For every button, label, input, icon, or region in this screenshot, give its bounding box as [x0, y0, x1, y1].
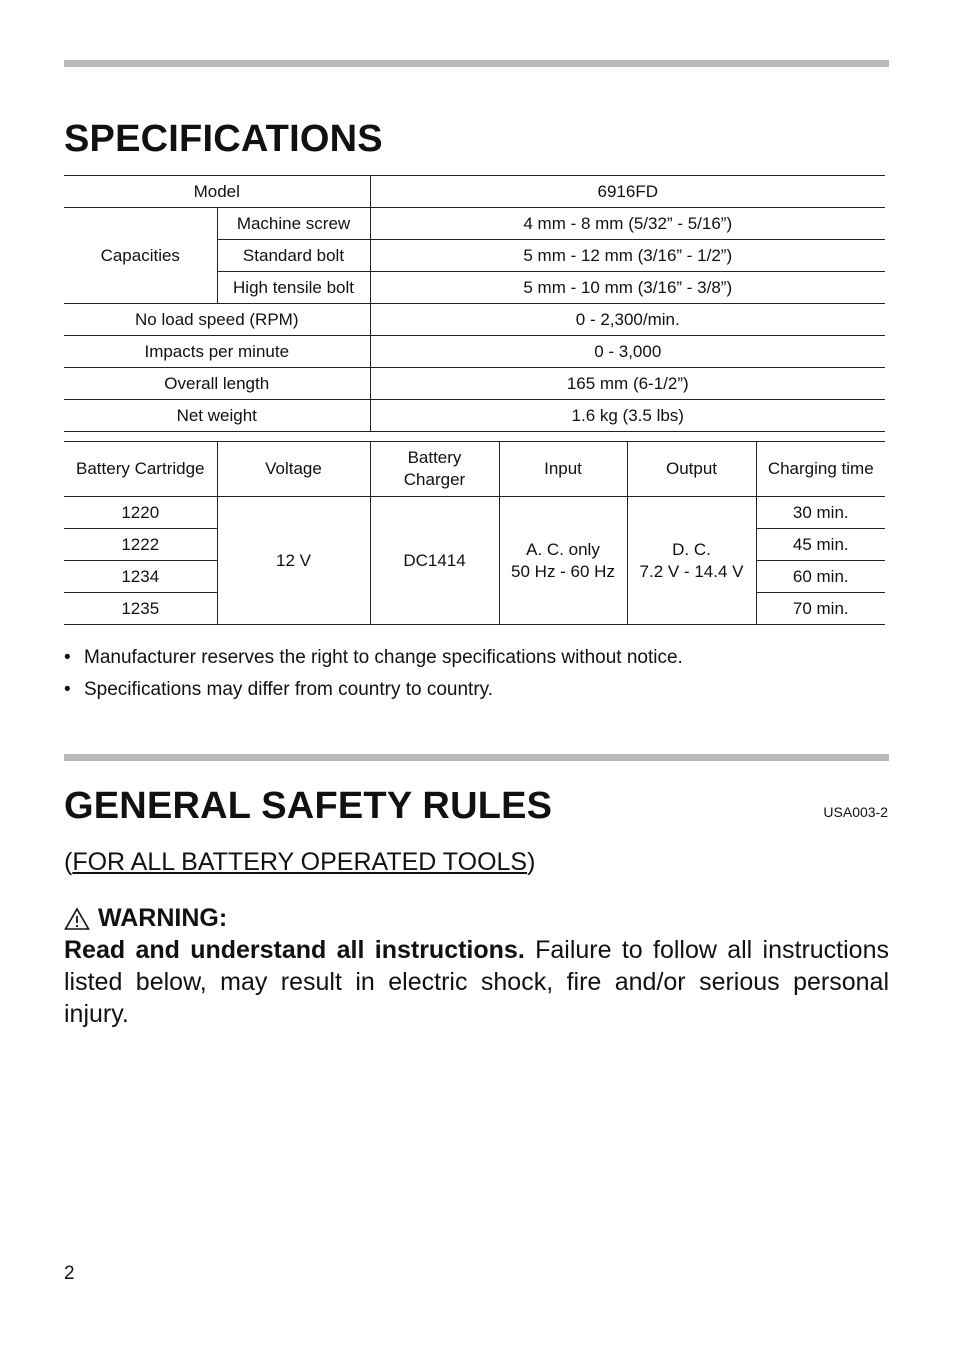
- header-voltage: Voltage: [217, 442, 370, 497]
- output-line1: D. C.: [672, 539, 711, 559]
- list-item: [64, 674, 683, 706]
- table-row: [64, 304, 885, 336]
- bullet-glyph: •: [64, 647, 71, 668]
- specifications-title: SPECIFICATIONS: [64, 118, 383, 160]
- capacity-value: 5 mm - 10 mm (3/16” - 3/8”): [370, 272, 885, 304]
- subtitle-text: FOR ALL BATTERY OPERATED TOOLS: [72, 848, 528, 876]
- time-cell: 70 min.: [756, 593, 885, 625]
- header-charger-line2: Charger: [403, 470, 466, 489]
- spec-value: 0 - 3,000: [370, 336, 885, 368]
- voltage-cell: 12 V: [217, 497, 370, 625]
- section-rule: [64, 754, 889, 761]
- note-text: Manufacturer reserves the right to change specifications without notice.: [84, 647, 683, 668]
- time-cell: 30 min.: [756, 497, 885, 529]
- header-input: Input: [499, 442, 627, 497]
- reference-code: USA003-2: [823, 804, 888, 820]
- capacity-value: 5 mm - 12 mm (3/16” - 1/2”): [370, 240, 885, 272]
- warning-label: WARNING:: [98, 904, 228, 932]
- bullet-glyph: •: [64, 679, 71, 700]
- model-value: 6916FD: [370, 176, 885, 208]
- spec-label: Net weight: [64, 400, 370, 432]
- output-line2: 7.2 V - 14.4 V: [639, 561, 744, 581]
- note-text: Specifications may differ from country to country.: [84, 679, 494, 700]
- subtitle-close: ): [527, 848, 536, 876]
- spec-label: Overall length: [64, 368, 370, 400]
- header-cartridge: Battery Cartridge: [64, 442, 217, 497]
- spec-label: Impacts per minute: [64, 336, 370, 368]
- warning-triangle-icon: [64, 907, 90, 931]
- cartridge-cell: 1220: [64, 497, 217, 529]
- battery-table: [64, 441, 885, 625]
- input-line1: A. C. only: [526, 539, 600, 559]
- subtitle-open: (: [64, 848, 73, 876]
- top-rule: [64, 60, 889, 67]
- spec-value: 165 mm (6-1/2”): [370, 368, 885, 400]
- header-charging-time: Charging time: [756, 442, 885, 497]
- charger-cell: DC1414: [370, 497, 499, 625]
- model-label: Model: [64, 176, 370, 208]
- table-header-row: [64, 442, 885, 497]
- list-item: [64, 642, 683, 674]
- capacities-label: Capacities: [64, 208, 217, 304]
- spec-notes: [64, 642, 683, 706]
- spec-value: 0 - 2,300/min.: [370, 304, 885, 336]
- time-cell: 60 min.: [756, 561, 885, 593]
- cartridge-cell: 1234: [64, 561, 217, 593]
- spec-label: No load speed (RPM): [64, 304, 370, 336]
- safety-subtitle: [64, 848, 535, 877]
- table-row: [64, 400, 885, 432]
- capacity-label: Machine screw: [217, 208, 370, 240]
- input-cell: [499, 497, 627, 625]
- warning-heading: [64, 904, 227, 933]
- time-cell: 45 min.: [756, 529, 885, 561]
- warning-paragraph: [64, 934, 889, 1030]
- table-row: [64, 176, 885, 208]
- specifications-table: [64, 175, 885, 432]
- warning-body-text: Failure to follow all instructions listed below, may result in electric shock, fire and/or serious personal injury.: [64, 936, 889, 1028]
- input-line2: 50 Hz - 60 Hz: [511, 561, 615, 581]
- warning-bold-text: Read and understand all instructions.: [64, 936, 525, 964]
- header-output: Output: [627, 442, 756, 497]
- header-charger: [370, 442, 499, 497]
- output-cell: [627, 497, 756, 625]
- capacity-value: 4 mm - 8 mm (5/32” - 5/16”): [370, 208, 885, 240]
- table-row: [64, 497, 885, 529]
- table-row: [64, 368, 885, 400]
- cartridge-cell: 1235: [64, 593, 217, 625]
- header-charger-line1: Battery: [407, 448, 462, 467]
- table-row: [64, 336, 885, 368]
- spec-value: 1.6 kg (3.5 lbs): [370, 400, 885, 432]
- capacity-label: High tensile bolt: [217, 272, 370, 304]
- cartridge-cell: 1222: [64, 529, 217, 561]
- page-number: 2: [64, 1263, 75, 1284]
- table-row: [64, 208, 885, 240]
- safety-title: GENERAL SAFETY RULES: [64, 785, 553, 827]
- capacity-label: Standard bolt: [217, 240, 370, 272]
